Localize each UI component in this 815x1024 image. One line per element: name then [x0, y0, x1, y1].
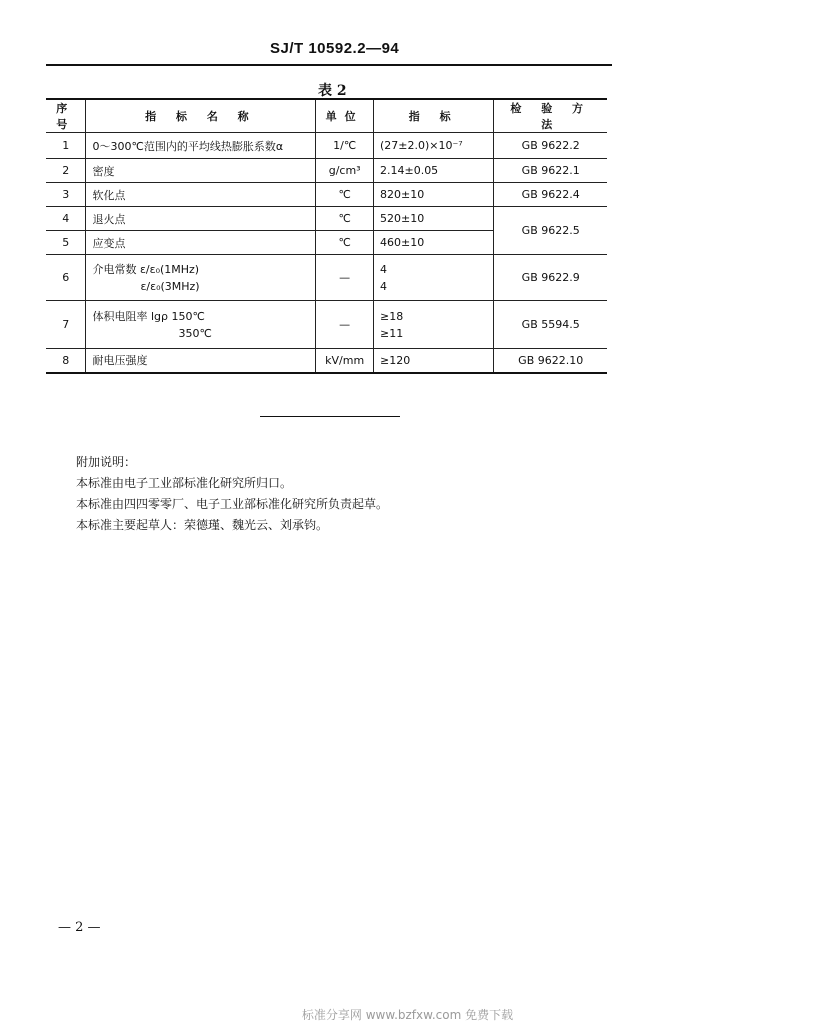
- cell-value: 2.14±0.05: [373, 159, 493, 183]
- cell-value-line: 4: [379, 279, 387, 293]
- table-row: [46, 183, 607, 207]
- cell-method: GB 9622.9: [494, 255, 607, 301]
- cell-unit: g/cm³: [316, 159, 374, 183]
- table-row: [46, 207, 607, 231]
- cell-no: 3: [46, 183, 86, 207]
- cell-name: 耐电压强度: [86, 349, 316, 373]
- col-header-name: 指 标 名 称: [86, 99, 316, 133]
- section-separator: [260, 416, 400, 417]
- cell-value: ≥120: [373, 349, 493, 373]
- cell-method: GB 9622.4: [494, 183, 607, 207]
- watermark: 标准分享网 www.bzfxw.com 免费下载: [301, 1008, 514, 1022]
- table-header-row: [46, 99, 607, 133]
- cell-no: 4: [46, 207, 86, 231]
- cell-unit: 1/℃: [316, 133, 374, 159]
- cell-method: GB 9622.1: [494, 159, 607, 183]
- cell-method: GB 9622.2: [494, 133, 607, 159]
- table-row: [46, 133, 607, 159]
- cell-no: 2: [46, 159, 86, 183]
- cell-value: [373, 301, 493, 349]
- table-row: [46, 255, 607, 301]
- table-row: [46, 349, 607, 373]
- header-rule: [46, 64, 612, 66]
- additional-notes: [76, 452, 388, 536]
- cell-name-line: ε/ε₀(3MHz): [140, 279, 200, 293]
- cell-no: 7: [46, 301, 86, 349]
- col-header-value: 指 标: [373, 99, 493, 133]
- cell-value: (27±2.0)×10⁻⁷: [373, 133, 493, 159]
- notes-line: 本标准由四四零零厂、电子工业部标准化研究所负责起草。: [76, 497, 389, 511]
- cell-value: 520±10: [373, 207, 493, 231]
- table-row: [46, 159, 607, 183]
- table-row: [46, 301, 607, 349]
- cell-unit: ℃: [316, 183, 374, 207]
- cell-value: [373, 255, 493, 301]
- cell-name: 应变点: [86, 231, 316, 255]
- cell-no: 6: [46, 255, 86, 301]
- notes-line: 本标准主要起草人：荣德瑾、魏光云、刘承钧。: [76, 518, 329, 532]
- cell-no: 1: [46, 133, 86, 159]
- col-header-method: 检 验 方 法: [494, 99, 607, 133]
- cell-name: [86, 255, 316, 301]
- cell-value-line: ≥18: [379, 309, 404, 323]
- cell-method: GB 9622.5: [494, 207, 607, 255]
- cell-name-line: 介电常数 ε/ε₀(1MHz): [92, 262, 200, 276]
- spec-table: [46, 98, 607, 374]
- cell-method: GB 9622.10: [494, 349, 607, 373]
- col-header-no: 序号: [46, 99, 86, 133]
- cell-unit: kV/mm: [316, 349, 374, 373]
- standard-code: SJ/T 10592.2—94: [270, 40, 400, 57]
- cell-no: 8: [46, 349, 86, 373]
- cell-name: 0～300℃范围内的平均线热膨胀系数α: [86, 133, 316, 159]
- cell-name: 密度: [86, 159, 316, 183]
- col-header-unit: 单位: [316, 99, 374, 133]
- cell-unit: ℃: [316, 231, 374, 255]
- table-title: 表 2: [318, 83, 347, 99]
- cell-name: 软化点: [86, 183, 316, 207]
- notes-line: 本标准由电子工业部标准化研究所归口。: [76, 476, 293, 490]
- cell-name: [86, 301, 316, 349]
- cell-value: 460±10: [373, 231, 493, 255]
- cell-unit: ℃: [316, 207, 374, 231]
- cell-name: 退火点: [86, 207, 316, 231]
- cell-no: 5: [46, 231, 86, 255]
- cell-value-line: 4: [379, 262, 387, 276]
- page-number: — 2 —: [58, 920, 101, 935]
- cell-unit: —: [316, 301, 374, 349]
- cell-method: GB 5594.5: [494, 301, 607, 349]
- cell-name-line: 体积电阻率 lgρ 150℃: [92, 309, 205, 323]
- cell-value: 820±10: [373, 183, 493, 207]
- notes-heading: 附加说明：: [76, 455, 137, 469]
- cell-value-line: ≥11: [379, 326, 404, 340]
- cell-unit: —: [316, 255, 374, 301]
- cell-name-line: 350℃: [178, 326, 212, 340]
